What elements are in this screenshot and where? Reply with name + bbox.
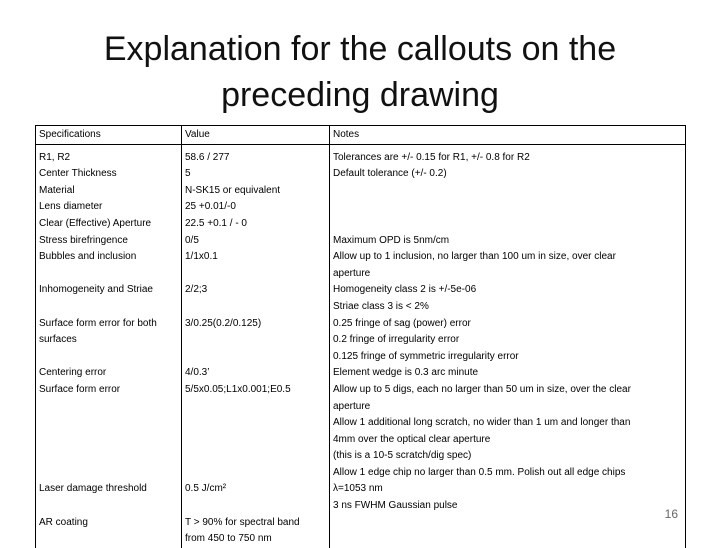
spec-table — [35, 125, 686, 548]
value-cell — [182, 282, 330, 315]
cell-line: Centering error — [39, 367, 107, 379]
spec-cell — [36, 144, 182, 282]
table-row — [36, 144, 686, 282]
cell-line: 22.5 +0.1 / - 0 — [185, 217, 247, 229]
value-cell — [182, 316, 330, 366]
notes-cell — [330, 316, 686, 366]
cell-line: 1/1x0.1 — [185, 251, 218, 263]
cell-line: Clear (Effective) Aperture — [39, 217, 152, 229]
cell-line: 2/2;3 — [185, 284, 208, 296]
cell-line: 0.25 fringe of sag (power) error — [333, 317, 471, 329]
cell-line: 4mm over the optical clear aperture — [333, 433, 491, 445]
cell-line: Bubbles and inclusion — [39, 251, 137, 263]
cell-line: 3/0.25(0.2/0.125) — [185, 317, 262, 329]
cell-line: 0.5 J/cm² — [185, 483, 227, 495]
cell-line: Allow 1 edge chip no larger than 0.5 mm. Polish out all edge chips — [333, 466, 626, 478]
cell-line: AR coating — [39, 516, 88, 528]
spec-cell — [36, 515, 182, 548]
cell-line: Lens diameter — [39, 201, 103, 213]
spec-cell — [36, 365, 182, 481]
cell-line — [333, 199, 682, 216]
cell-line: Surface form error for both — [39, 317, 157, 329]
notes-cell — [330, 282, 686, 315]
cell-line: 25 +0.01/-0 — [185, 201, 236, 213]
value-cell — [182, 515, 330, 548]
cell-line: 0/5 — [185, 234, 199, 246]
cell-line: Allow 1 additional long scratch, no wider than 1 um and longer than — [333, 417, 631, 429]
cell-line: from 450 to 750 nm — [185, 533, 272, 545]
table-row — [36, 316, 686, 366]
cell-line: N-SK15 or equivalent — [185, 184, 281, 196]
cell-line: aperture — [333, 267, 371, 279]
value-cell — [182, 144, 330, 282]
table-body — [36, 144, 686, 548]
cell-line: surfaces — [39, 334, 77, 346]
page-number: 16 — [664, 507, 678, 521]
cell-line: R1, R2 — [39, 151, 71, 163]
cell-line: 0.2 fringe of irregularity error — [333, 334, 460, 346]
slide-title: Explanation for the callouts on the preceding drawing — [103, 30, 617, 114]
spec-cell — [36, 481, 182, 514]
table-row — [36, 282, 686, 315]
spec-cell — [36, 316, 182, 366]
cell-line: Default tolerance (+/- 0.2) — [333, 168, 447, 180]
table-row — [36, 481, 686, 514]
table-row — [36, 515, 686, 548]
table-header-row — [36, 126, 686, 145]
cell-line: 5/5x0.05;L1x0.001;E0.5 — [185, 383, 291, 395]
value-cell — [182, 365, 330, 481]
cell-line: 5 — [185, 168, 191, 180]
cell-line: Material — [39, 184, 75, 196]
cell-line: Laser damage threshold — [39, 483, 147, 495]
cell-line: Allow up to 5 digs, each no larger than 50 um in size, over the clear — [333, 383, 631, 395]
cell-line: 3 ns FWHM Gaussian pulse — [333, 500, 458, 512]
cell-line: T > 90% for spectral band — [185, 516, 300, 528]
cell-line: 0.125 fringe of symmetric irregularity error — [333, 350, 519, 362]
header-value: Value — [182, 126, 330, 145]
notes-cell — [330, 144, 686, 282]
header-specifications: Specifications — [36, 126, 182, 145]
header-notes: Notes — [330, 126, 686, 145]
spec-cell — [36, 282, 182, 315]
cell-line: Homogeneity class 2 is +/-5e-06 — [333, 284, 477, 296]
cell-line — [333, 216, 682, 233]
cell-line — [333, 183, 682, 200]
cell-line: 58.6 / 277 — [185, 151, 230, 163]
table-row — [36, 365, 686, 481]
cell-line: Surface form error — [39, 383, 121, 395]
cell-line: Stress birefringence — [39, 234, 128, 246]
cell-line: aperture — [333, 400, 371, 412]
cell-line: Allow up to 1 inclusion, no larger than 100 um in size, over clear — [333, 251, 616, 263]
notes-cell — [330, 481, 686, 514]
value-cell — [182, 481, 330, 514]
cell-line: (this is a 10-5 scratch/dig spec) — [333, 450, 472, 462]
cell-line: Striae class 3 is < 2% — [333, 300, 429, 312]
cell-line: Tolerances are +/- 0.15 for R1, +/- 0.8 for R2 — [333, 151, 530, 163]
cell-line: Maximum OPD is 5nm/cm — [333, 234, 450, 246]
cell-line: Inhomogeneity and Striae — [39, 284, 153, 296]
cell-line: 4/0.3’ — [185, 367, 210, 379]
cell-line: Center Thickness — [39, 168, 117, 180]
cell-line: Element wedge is 0.3 arc minute — [333, 367, 479, 379]
notes-cell — [330, 515, 686, 548]
notes-cell — [330, 365, 686, 481]
cell-line: λ=1053 nm — [333, 483, 383, 495]
